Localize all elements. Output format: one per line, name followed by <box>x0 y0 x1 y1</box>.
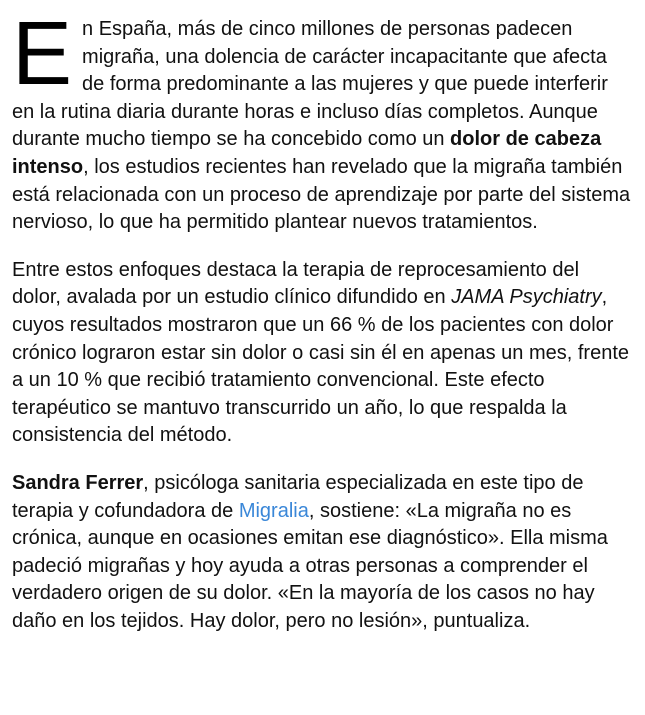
migralia-link[interactable]: Migralia <box>238 499 309 522</box>
paragraph-text: , sostiene: «La migraña no es crónica, aunque en ocasiones emitan ese diagnóstico». Ella misma padeció migrañas y hoy ayuda a otras personas a comprender el verdadero origen de su dolor. «En la mayoría de los casos no hay daño en los tejidos. Hay dolor, pero no lesión», puntualiza. <box>12 499 608 632</box>
paragraph-quote <box>12 470 633 636</box>
journal-name: JAMA Psychiatry <box>451 286 602 309</box>
paragraph-intro <box>12 4 633 237</box>
bold-phrase: dolor de cabeza intenso <box>12 128 602 178</box>
paragraph-text: Entre estos enfoques destaca la terapia de reprocesamiento del dolor, avalada por un estudio clínico difundido en <box>12 258 580 309</box>
paragraph-study <box>12 257 633 450</box>
person-name: Sandra Ferrer <box>12 471 144 494</box>
drop-cap: E <box>12 4 73 104</box>
paragraph-text: n España, más de cinco millones de personas padecen migraña, una dolencia de carácter incapacitante que afecta de forma predominante a las mujeres y que puede interferir en la rutina diaria durante horas e incluso días completos. Aunque durante mucho tiempo se ha concebido como un <box>12 18 608 151</box>
paragraph-text: , psicóloga sanitaria especializada en este tipo de terapia y cofundadora de <box>12 471 584 522</box>
paragraph-text: , los estudios recientes han revelado que la migraña también está relacionada con un proceso de aprendizaje por parte del sistema nervioso, lo que ha permitido plantear nuevos tratamientos. <box>12 155 631 234</box>
paragraph-text: , cuyos resultados mostraron que un 66 % de los pacientes con dolor crónico lograron estar sin dolor o casi sin él en apenas un mes, frente a un 10 % que recibió tratamiento convencional. Este efecto terapéutico se mantuvo transcurrido un año, lo que respalda la consistencia del método. <box>12 286 630 447</box>
